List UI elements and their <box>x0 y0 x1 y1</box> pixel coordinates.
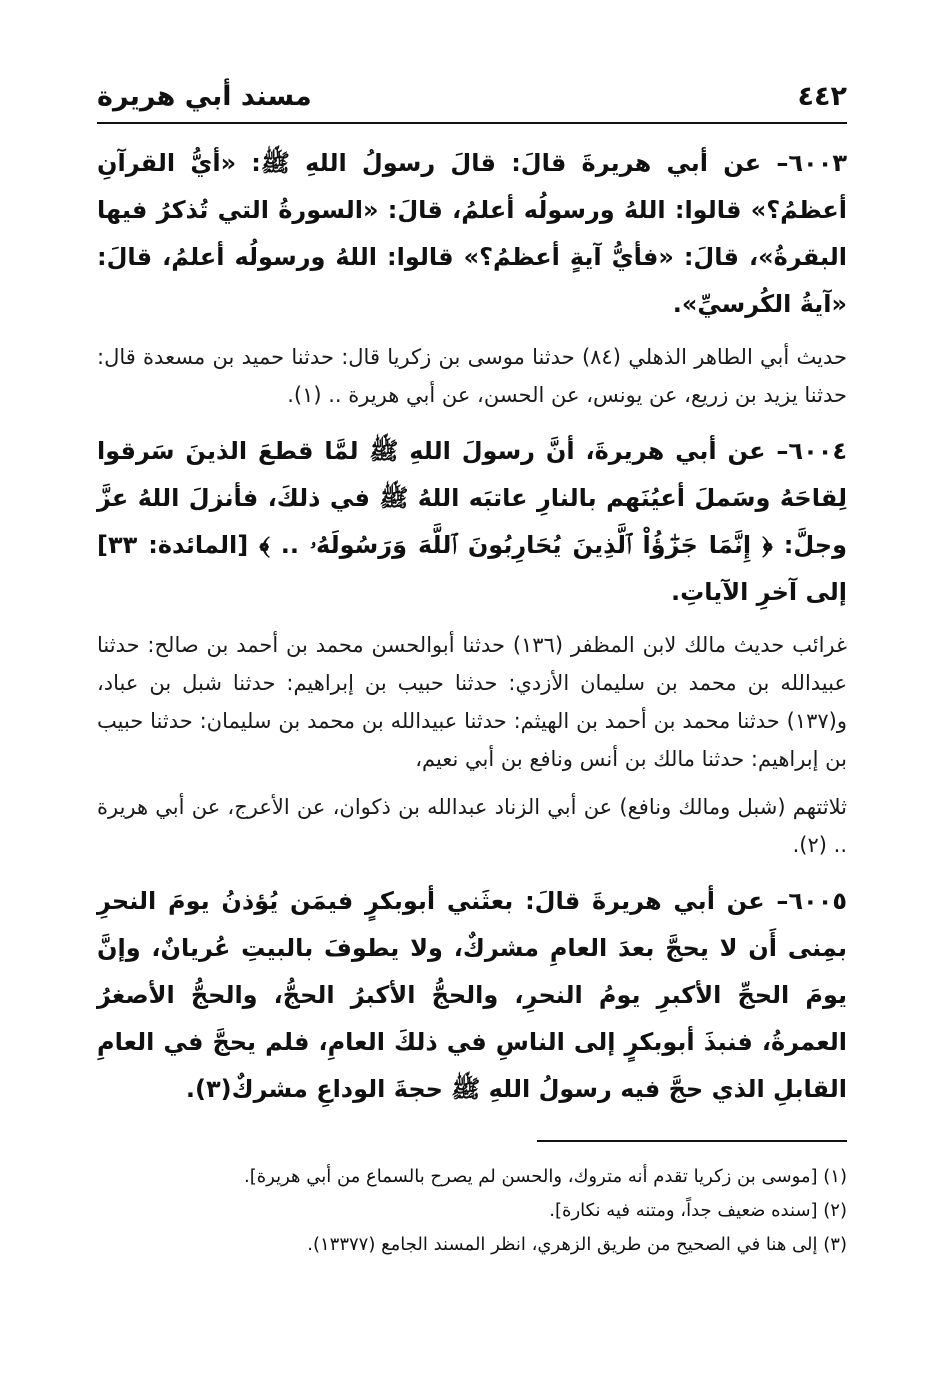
page-number: ٤٤٢ <box>797 81 847 112</box>
hadith-text: عن أبي هريرةَ قالَ: قالَ رسولُ اللهِ ﷺ: «أيُّ القرآنِ أعظمُ؟» قالوا: اللهُ ورسولُه أعلمُ، قالَ: «السورةُ التي تُذكرُ فيها البقرةُ»، قالَ: «فأيُّ آيةٍ أعظمُ؟» قالوا: اللهُ ورسولُه أعلمُ، قالَ: «آيةُ الكُرسيِّ». <box>97 149 847 318</box>
hadith-text: عن أبي هريرةَ قالَ: بعثَني أبوبكرٍ فيمَن يُؤذنُ يومَ النحرِ بمِنى أَن لا يحجَّ بعدَ العامِ مشركٌ، ولا يطوفَ بالبيتِ عُريانٌ، وإنَّ يومَ الحجِّ الأكبرِ يومُ النحرِ، والحجُّ الأكبرُ الحجُّ، والحجُّ الأصغرُ العمرةُ، فنبذَ أبوبكرٍ إلى الناسِ في ذلكَ العامِ، فلم يحجَّ في العامِ القابلِ الذي حجَّ فيه رسولُ اللهِ ﷺ حجةَ الوداعِ مشركٌ(٣). <box>97 887 847 1103</box>
hadith-text: عن أبي هريرةَ، أنَّ رسولَ اللهِ ﷺ لمَّا قطعَ الذينَ سَرقوا لِقاحَهُ وسَملَ أعيُنَهم بالنارِ عاتبَه اللهُ ﷺ في ذلكَ، فأنزلَ اللهُ عزَّ وجلَّ: ﴿ إِنَّمَا جَزَٰٓؤُاْ ٱلَّذِينَ يُحَارِبُونَ ٱللَّهَ وَرَسُولَهُۥ .. ﴾ [المائدة: ٣٣] إلى آخرِ الآياتِ. <box>97 437 847 606</box>
hadith-dash: – <box>764 887 789 915</box>
main-text <box>97 140 847 1113</box>
running-header <box>97 78 847 118</box>
source-6004-b: ثلاثتهم (شبل ومالك ونافع) عن أبي الزناد عبدالله بن ذكوان، عن الأعرج، عن أبي هريرة .. (٢). <box>97 795 847 857</box>
footnote-2: (٢) [سنده ضعيف جداً، ومتنه فيه نكارة]. <box>549 1200 847 1221</box>
book-title: مسند أبي هريرة <box>97 81 312 112</box>
footnote-separator <box>537 1140 847 1142</box>
source-6004-a: غرائب حديث مالك لابن المظفر (١٣٦) حدثنا أبوالحسن محمد بن أحمد بن صالح: حدثنا عبيدالله بن محمد بن سليمان الأزدي: حدثنا حبيب بن إبراهيم: حدثنا شبل بن عباد، و(١٣٧) حدثنا محمد بن أحمد بن الهيثم: حدثنا عبيدالله بن محمد بن سليمان: حدثنا حبيب بن إبراهيم: حدثنا مالك بن أنس ونافع بن أبي نعيم، <box>97 633 847 771</box>
footnotes <box>97 1160 847 1262</box>
hadith-6005 <box>97 878 847 1113</box>
hadith-number: ٦٠٠٥ <box>788 887 847 915</box>
hadith-6004 <box>97 428 847 616</box>
footnote-3: (٣) إلى هنا في الصحيح من طريق الزهري، انظر المسند الجامع (١٣٣٧٧). <box>307 1234 847 1255</box>
header-rule <box>97 122 847 124</box>
source-6003: حديث أبي الطاهر الذهلي (٨٤) حدثنا موسى بن زكريا قال: حدثنا حميد بن مسعدة قال: حدثنا يزيد بن زريع، عن يونس، عن الحسن، عن أبي هريرة .. (١). <box>97 345 847 407</box>
hadith-dash: – <box>765 437 789 465</box>
footnote-1: (١) [موسى بن زكريا تقدم أنه متروك، والحسن لم يصرح بالسماع من أبي هريرة]. <box>243 1166 847 1187</box>
hadith-dash: – <box>761 149 789 177</box>
hadith-number: ٦٠٠٣ <box>788 149 847 177</box>
hadith-6003 <box>97 140 847 328</box>
hadith-number: ٦٠٠٤ <box>788 437 848 465</box>
